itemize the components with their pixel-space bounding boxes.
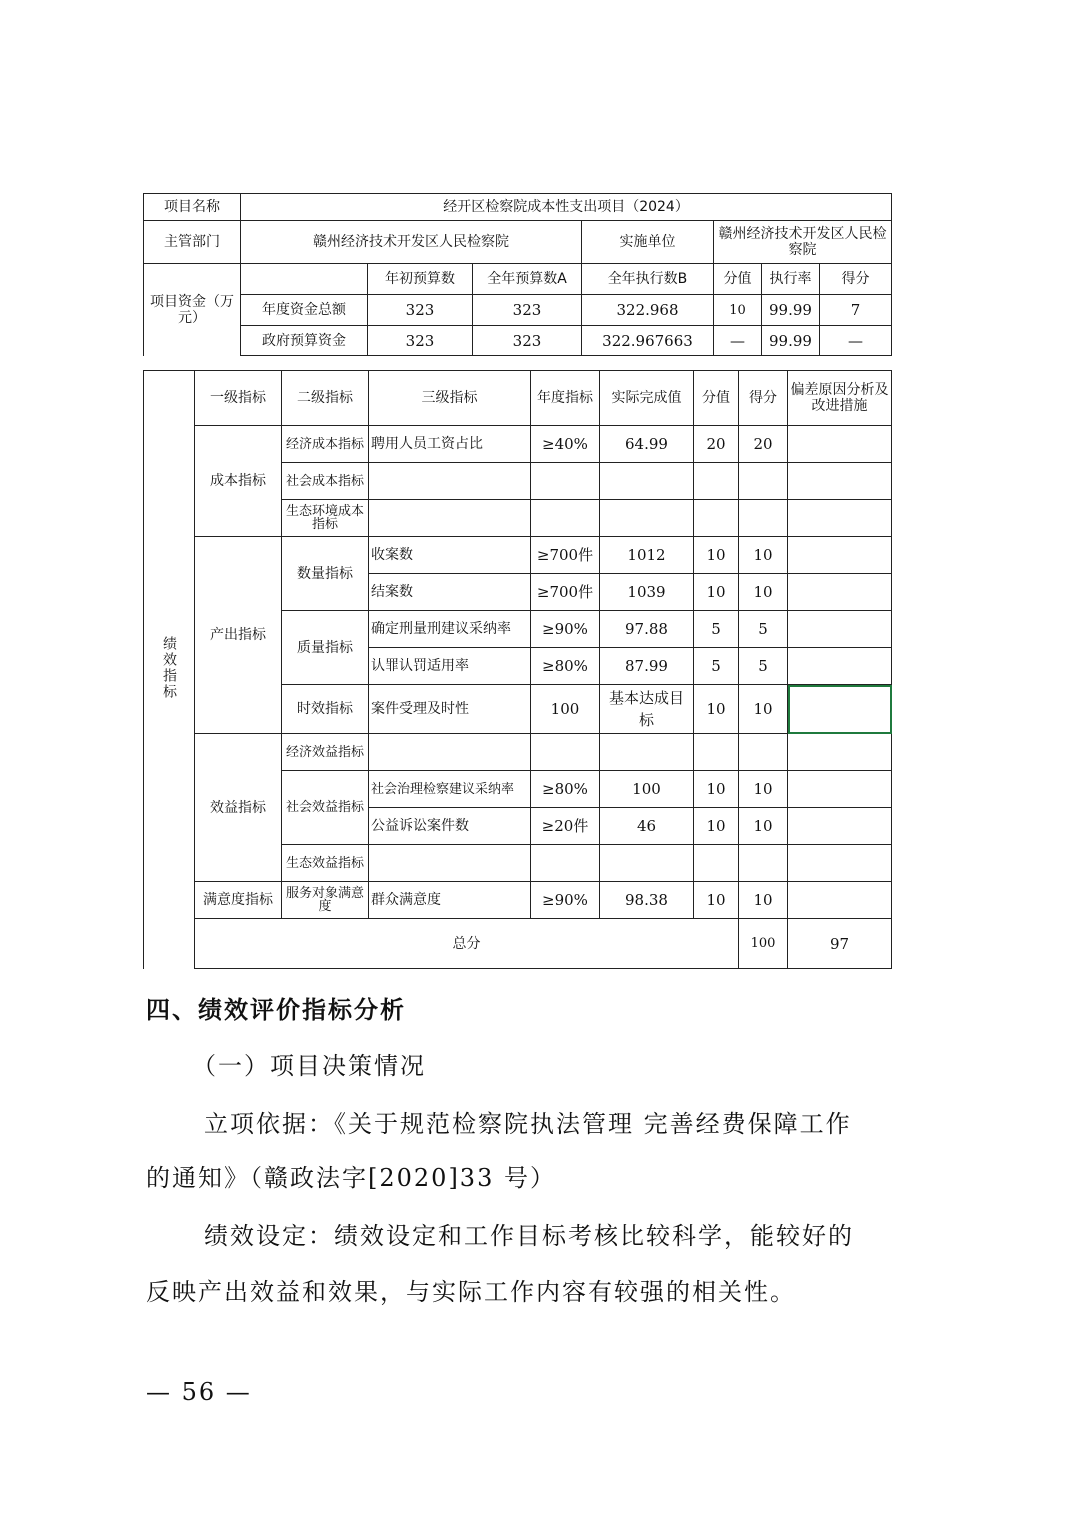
output-level1: 产出指标 [195, 537, 282, 734]
header-rate: 执行率 [762, 264, 820, 295]
cost-target: ≥40% [531, 426, 600, 463]
header-score: 得分 [739, 371, 788, 426]
table-row [144, 326, 892, 356]
impl-label: 实施单位 [582, 221, 714, 264]
cost-l2-economic: 经济成本指标 [282, 426, 369, 463]
paragraph-setting-line2: 反映产出效益和效果，与实际工作内容有较强的相关性。 [146, 1278, 796, 1306]
output-quantity: 数量指标 [282, 537, 369, 611]
funds-label: 项目资金（万元） [144, 264, 241, 356]
benefit-val: 10 [694, 808, 739, 845]
cell-score: — [820, 326, 892, 356]
output-score: 10 [739, 685, 788, 734]
output-score: 10 [739, 574, 788, 611]
benefit-score: 10 [739, 771, 788, 808]
output-timeliness: 时效指标 [282, 685, 369, 734]
cost-score: 20 [739, 426, 788, 463]
section-heading: 四、绩效评价指标分析 [146, 996, 406, 1024]
total-score: 97 [788, 919, 892, 969]
project-name-value: 经开区检察院成本性支出项目（2024） [241, 194, 892, 221]
output-actual: 1012 [600, 537, 694, 574]
header-actual: 实际完成值 [600, 371, 694, 426]
cost-actual: 64.99 [600, 426, 694, 463]
dept-value: 赣州经济技术开发区人民检察院 [241, 221, 582, 264]
output-target: ≥90% [531, 611, 600, 648]
side-label [144, 371, 195, 969]
output-l3: 收案数 [369, 537, 531, 574]
header-target: 年度指标 [531, 371, 600, 426]
header-score-val: 分值 [714, 264, 762, 295]
cell-score: 7 [820, 295, 892, 326]
total-label: 总分 [195, 919, 739, 969]
paragraph-setting-line1: 绩效设定：绩效设定和工作目标考核比较科学，能较好的 [204, 1222, 854, 1250]
satisfaction-l2: 服务对象满意度 [282, 882, 369, 919]
cell-rate: 99.99 [762, 295, 820, 326]
cell-annual: 323 [473, 295, 582, 326]
header-deviation: 偏差原因分析及改进措施 [788, 371, 892, 426]
table-row [144, 734, 892, 771]
output-actual: 基本达成目标 [600, 685, 694, 734]
total-val: 100 [739, 919, 788, 969]
satisfaction-val: 10 [694, 882, 739, 919]
benefit-val: 10 [694, 771, 739, 808]
header-initial: 年初预算数 [368, 264, 473, 295]
benefit-actual: 46 [600, 808, 694, 845]
satisfaction-level1: 满意度指标 [195, 882, 282, 919]
performance-indicator-table [143, 370, 892, 969]
header-score: 得分 [820, 264, 892, 295]
output-score: 5 [739, 648, 788, 685]
paragraph-basis-line1: 立项依据：《关于规范检察院执法管理 完善经费保障工作 [204, 1110, 852, 1138]
output-score: 10 [739, 537, 788, 574]
output-quality: 质量指标 [282, 611, 369, 685]
benefit-target: ≥80% [531, 771, 600, 808]
output-l3: 案件受理及时性 [369, 685, 531, 734]
row-name: 年度资金总额 [241, 295, 368, 326]
header-val: 分值 [694, 371, 739, 426]
benefit-social: 社会效益指标 [282, 771, 369, 845]
output-l3: 确定刑量刑建议采纳率 [369, 611, 531, 648]
benefit-l3: 社会治理检察建议采纳率 [369, 771, 531, 808]
output-actual: 97.88 [600, 611, 694, 648]
cell-score-val: 10 [714, 295, 762, 326]
output-target: ≥700件 [531, 574, 600, 611]
cost-l2-eco: 生态环境成本指标 [282, 500, 369, 537]
cost-l2-social: 社会成本指标 [282, 463, 369, 500]
benefit-l2-economic: 经济效益指标 [282, 734, 369, 771]
cell-initial: 323 [368, 295, 473, 326]
table-row [144, 882, 892, 919]
header-exec: 全年执行数B [582, 264, 714, 295]
benefit-score: 10 [739, 808, 788, 845]
cost-val: 20 [694, 426, 739, 463]
output-l3: 结案数 [369, 574, 531, 611]
dept-label: 主管部门 [144, 221, 241, 264]
project-name-label: 项目名称 [144, 194, 241, 221]
benefit-level1: 效益指标 [195, 734, 282, 882]
selected-cell[interactable] [788, 685, 892, 734]
header-level3: 三级指标 [369, 371, 531, 426]
output-actual: 87.99 [600, 648, 694, 685]
benefit-actual: 100 [600, 771, 694, 808]
table-row [144, 295, 892, 326]
cost-deviation [788, 426, 892, 463]
satisfaction-l3: 群众满意度 [369, 882, 531, 919]
output-actual: 1039 [600, 574, 694, 611]
output-target: 100 [531, 685, 600, 734]
header-annual: 全年预算数A [473, 264, 582, 295]
benefit-l2-eco: 生态效益指标 [282, 845, 369, 882]
cell-score-val: — [714, 326, 762, 356]
satisfaction-score: 10 [739, 882, 788, 919]
output-target: ≥80% [531, 648, 600, 685]
cost-l3: 聘用人员工资占比 [369, 426, 531, 463]
benefit-target: ≥20件 [531, 808, 600, 845]
table-row [144, 426, 892, 463]
header-level1: 一级指标 [195, 371, 282, 426]
funds-header-blank [241, 264, 368, 295]
output-val: 5 [694, 611, 739, 648]
cell-exec: 322.968 [582, 295, 714, 326]
cell-exec: 322.967663 [582, 326, 714, 356]
side-label-text: 绩效指标 [161, 635, 177, 700]
satisfaction-target: ≥90% [531, 882, 600, 919]
output-l3: 认罪认罚适用率 [369, 648, 531, 685]
cost-level1: 成本指标 [195, 426, 282, 537]
output-val: 10 [694, 537, 739, 574]
output-target: ≥700件 [531, 537, 600, 574]
subsection-heading: （一）项目决策情况 [192, 1052, 426, 1080]
project-funds-table [143, 193, 892, 356]
output-val: 5 [694, 648, 739, 685]
cell-initial: 323 [368, 326, 473, 356]
total-row [144, 919, 892, 969]
output-score: 5 [739, 611, 788, 648]
row-name: 政府预算资金 [241, 326, 368, 356]
output-val: 10 [694, 685, 739, 734]
cell-annual: 323 [473, 326, 582, 356]
paragraph-basis-line2: 的通知》（赣政法字[2020]33 号） [146, 1164, 556, 1192]
output-val: 10 [694, 574, 739, 611]
impl-value: 赣州经济技术开发区人民检察院 [714, 221, 892, 264]
page-number: — 56 — [146, 1378, 252, 1406]
benefit-l3: 公益诉讼案件数 [369, 808, 531, 845]
table-row [144, 537, 892, 574]
satisfaction-actual: 98.38 [600, 882, 694, 919]
header-level2: 二级指标 [282, 371, 369, 426]
cell-rate: 99.99 [762, 326, 820, 356]
